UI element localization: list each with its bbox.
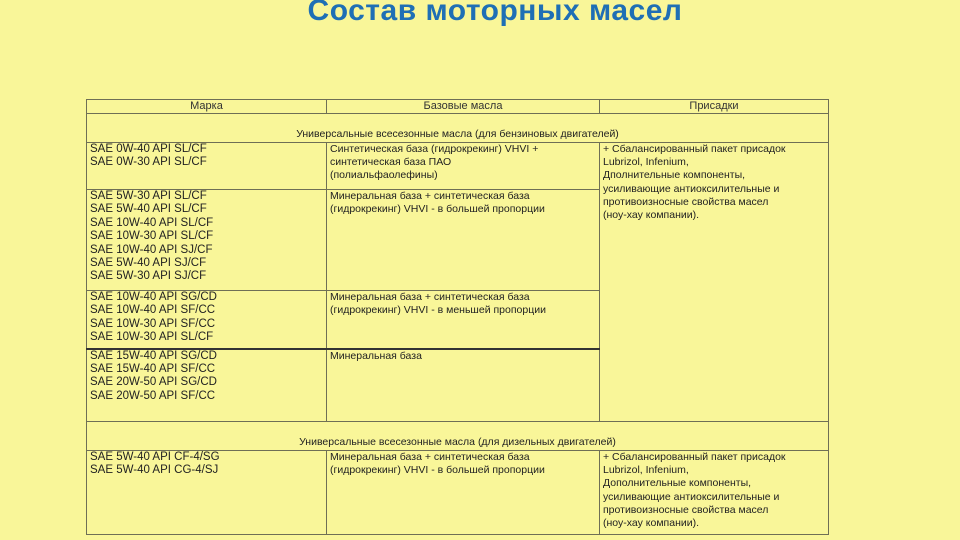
additives-cell-gasoline [600,143,829,422]
additive-line: противоизносные свойства масел [603,195,769,208]
mark-line: SAE 0W-40 API SL/CF [90,143,207,155]
additive-line: Дополнительные компоненты, [603,477,752,490]
mark-line: SAE 10W-30 API SL/CF [90,230,214,243]
marks-cell [87,291,327,349]
mark-line: SAE 15W-40 API SF/CC [90,362,216,375]
mark-line: SAE 10W-30 API SL/CF [90,331,214,344]
additives-cell-diesel [600,451,829,535]
marks-cell [87,143,327,190]
table-row [87,451,829,535]
column-header-additives: Присадки [600,100,829,114]
mark-line: SAE 5W-40 API CG-4/SJ [90,464,219,477]
mark-line: SAE 15W-40 API SG/CD [90,349,217,362]
base-oil-line: (гидрокрекинг) VHVI - в большей пропорции [330,203,545,216]
mark-line: SAE 10W-40 API SG/CD [90,291,217,303]
column-header-brand: Марка [87,100,327,114]
base-oil-line: Минеральная база + синтетическая база [330,190,530,202]
mark-line: SAE 5W-40 API CF-4/SG [90,451,220,463]
mark-line: SAE 0W-30 API SL/CF [90,156,207,169]
additive-line: усиливающие антиоксилительные и [603,490,780,503]
additive-line: (ноу-хау компании). [603,209,700,222]
mark-line: SAE 20W-50 API SG/CD [90,376,217,389]
marks-cell [87,451,327,535]
section-heading-row [87,114,829,143]
section-heading-row [87,422,829,451]
additive-line: (ноу-хау компании). [603,517,700,530]
base-oil-cell [327,190,600,291]
column-header-base-oils: Базовые масла [327,100,600,114]
oil-composition-table [86,99,829,535]
additive-line: + Сбалансированный пакет присадок [603,143,786,155]
mark-line: SAE 5W-40 API SL/CF [90,203,207,216]
base-oil-line: синтетическая база ПАО [330,156,452,169]
mark-line: SAE 10W-40 API SL/CF [90,216,214,229]
table-row [87,143,829,190]
additive-line: + Сбалансированный пакет присадок [603,451,786,463]
base-oil-cell [327,349,600,422]
additive-line: усиливающие антиоксилительные и [603,182,780,195]
base-oil-line: (гидрокрекинг) VHVI - в большей пропорции [330,464,545,477]
mark-line: SAE 20W-50 API SF/CC [90,389,216,402]
marks-cell [87,190,327,291]
additive-line: Lubrizol, Infenium, [603,464,689,477]
mark-line: SAE 5W-30 API SL/CF [90,190,207,202]
base-oil-cell [327,291,600,349]
table-header-row [87,100,829,114]
marks-cell [87,349,327,422]
mark-line: SAE 5W-30 API SJ/CF [90,270,207,283]
base-oil-line: (полиальфаолефины) [330,169,438,182]
base-oil-cell [327,451,600,535]
base-oil-line: Минеральная база [330,349,422,362]
base-oil-line: Минеральная база + синтетическая база [330,291,530,303]
section-heading-diesel: Универсальные всесезонные масла (для дизельных двигателей) [87,422,829,451]
base-oil-line: (гидрокрекинг) VHVI - в меньшей пропорции [330,304,546,317]
page-title: Состав моторных масел [307,0,683,27]
mark-line: SAE 10W-30 API SF/CC [90,317,216,330]
additive-line: Lubrizol, Infenium, [603,156,689,169]
additive-line: Дполнительные компоненты, [603,169,746,182]
mark-line: SAE 10W-40 API SJ/CF [90,243,213,256]
base-oil-cell [327,143,600,190]
mark-line: SAE 5W-40 API SJ/CF [90,257,207,270]
base-oil-line: Минеральная база + синтетическая база [330,451,530,463]
mark-line: SAE 10W-40 API SF/CC [90,304,216,317]
base-oil-line: Синтетическая база (гидрокрекинг) VHVI + [330,143,539,155]
section-heading-gasoline: Универсальные всесезонные масла (для бензиновых двигателей) [87,114,829,143]
additive-line: противоизносные свойства масел [603,503,769,516]
